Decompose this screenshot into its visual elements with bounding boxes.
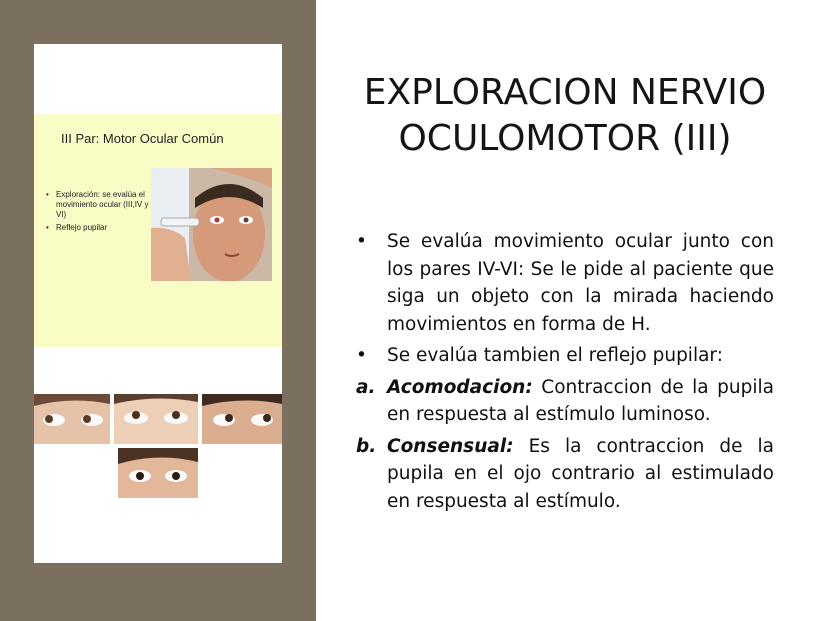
slide-title-line-2: OCULOMOTOR (III) bbox=[398, 118, 732, 159]
eye-position-photo-4 bbox=[118, 448, 198, 498]
item-acomodacion bbox=[356, 374, 774, 429]
eye-position-photo-1 bbox=[34, 394, 110, 444]
bullet-reflejo-pupilar bbox=[356, 342, 774, 370]
bullet-text: Se evalúa movimiento ocular junto con los pares IV-VI: Se le pide al paciente que siga un objeto con la mirada haciendo movimientos en forma de H. bbox=[387, 231, 774, 335]
item-text: Es la contraccion de la pupila en el ojo contrario al estimulado en respuesta al estímulo. bbox=[387, 435, 774, 512]
embedded-slide-bullets bbox=[44, 190, 154, 236]
item-marker: b. bbox=[356, 435, 377, 457]
slide-title bbox=[350, 70, 780, 162]
embedded-slide-title: III Par: Motor Ocular Común bbox=[61, 131, 224, 146]
bullet-marker: • bbox=[356, 231, 367, 252]
doctor-examining-eye-photo bbox=[151, 168, 272, 281]
embedded-bullet-exploracion: • Exploración: se evalúa el movimiento ocular (III,IV y VI) bbox=[44, 190, 154, 220]
bullet-marker: • bbox=[356, 345, 367, 366]
item-marker: a. bbox=[356, 376, 376, 398]
item-term: Consensual: bbox=[387, 435, 514, 457]
bullet-movimiento-ocular bbox=[356, 228, 774, 338]
item-term: Acomodacion: bbox=[387, 376, 533, 398]
slide-title-line-1: EXPLORACION NERVIO bbox=[363, 72, 767, 113]
slide-body bbox=[356, 228, 774, 519]
item-text: Contraccion de la pupila en respuesta al estímulo luminoso. bbox=[387, 376, 774, 425]
item-consensual bbox=[356, 433, 774, 516]
embedded-slide bbox=[34, 44, 282, 563]
eye-position-photo-2 bbox=[114, 394, 198, 444]
embedded-slide-panel bbox=[34, 114, 282, 347]
eye-position-photo-3 bbox=[202, 394, 282, 444]
bullet-text: Se evalúa tambien el reflejo pupilar: bbox=[387, 345, 723, 366]
embedded-bullet-reflejo: • Reflejo pupilar bbox=[44, 223, 154, 233]
